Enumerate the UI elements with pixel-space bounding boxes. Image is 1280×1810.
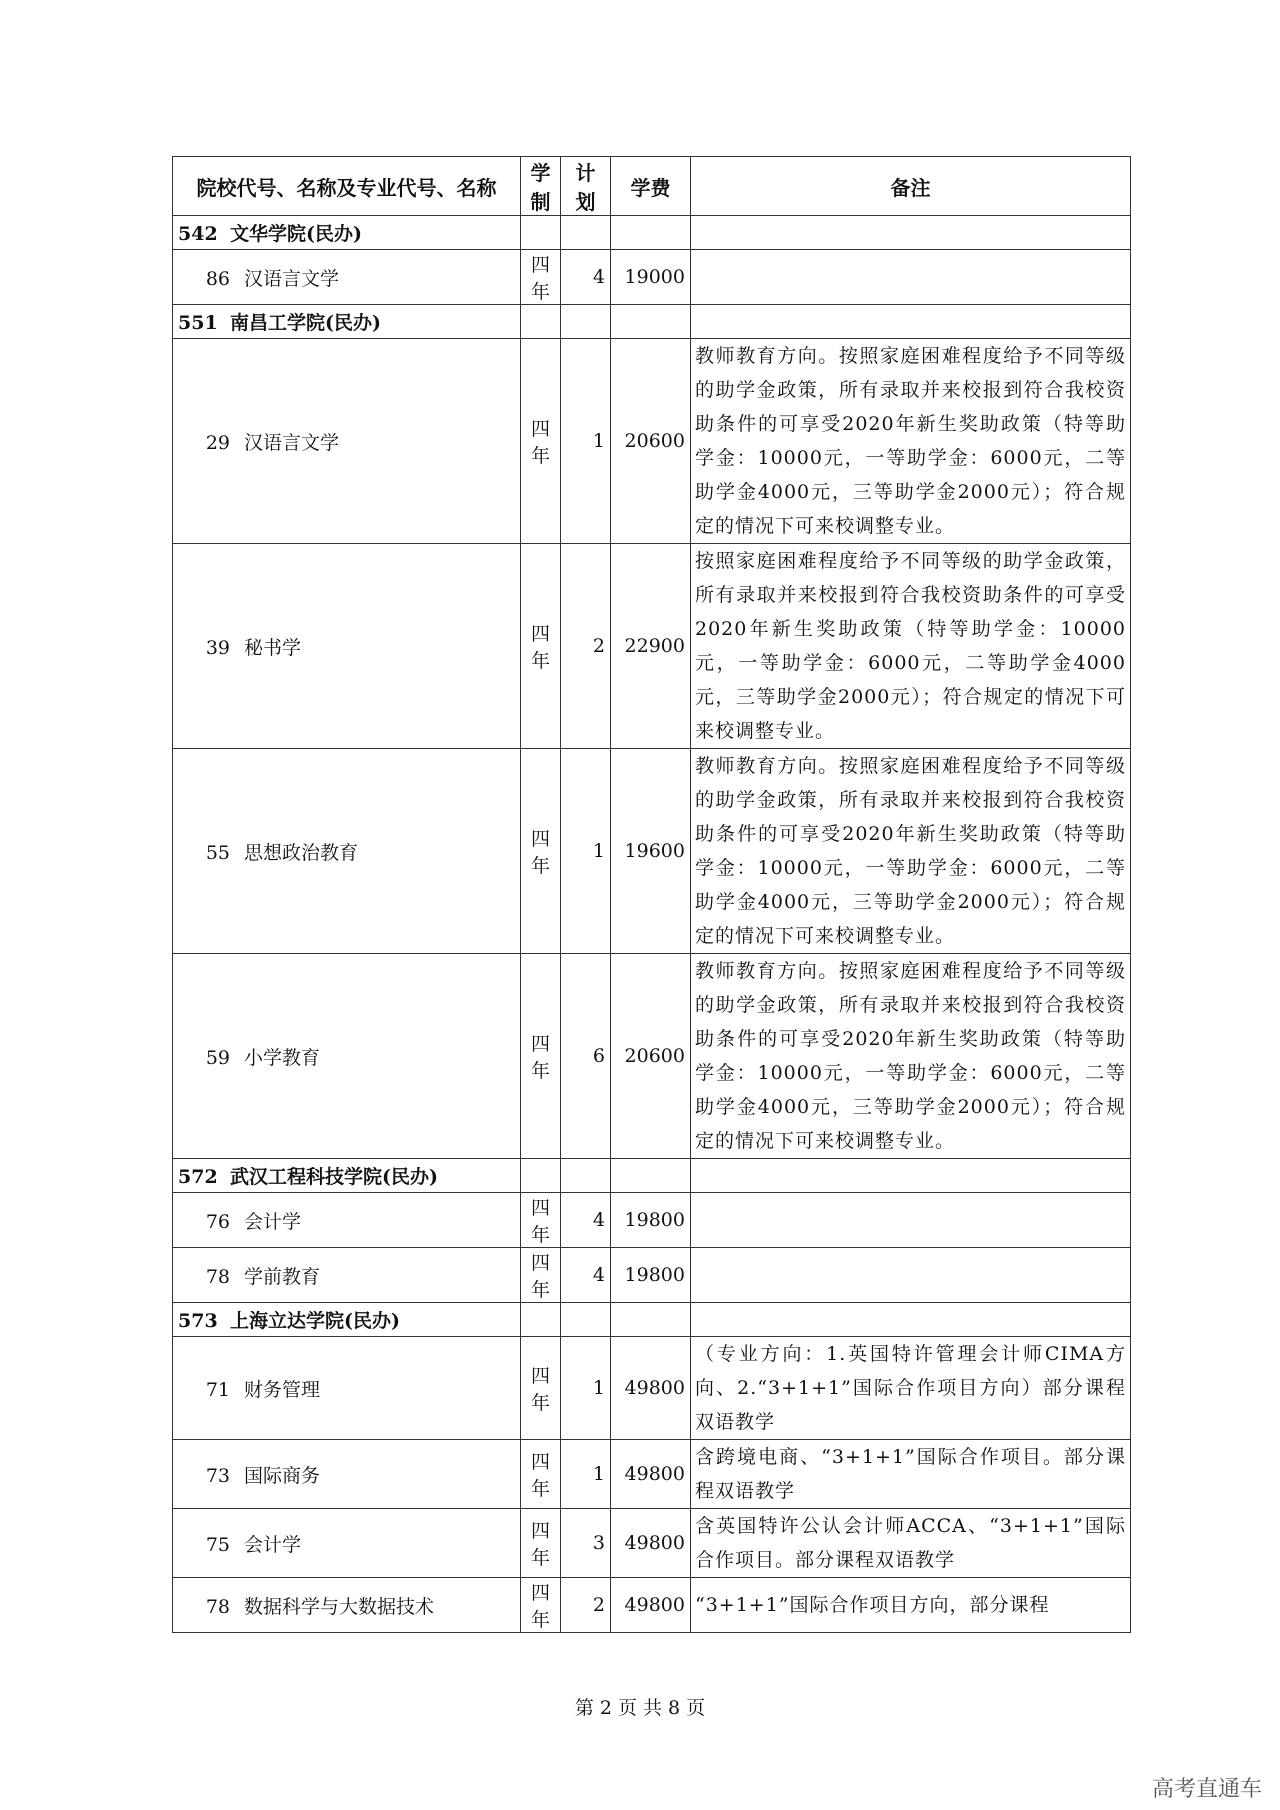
major-row bbox=[173, 749, 1131, 954]
major-fee: 20600 bbox=[611, 339, 691, 544]
major-plan: 2 bbox=[561, 544, 611, 749]
major-row bbox=[173, 250, 1131, 305]
school-cell bbox=[173, 216, 521, 250]
major-note: 教师教育方向。按照家庭困难程度给予不同等级的助学金政策，所有录取并来校报到符合我校资助条件的可享受2020年新生奖助政策（特等助学金：10000元，一等助学金：6000元，二等助学金4000元，三等助学金2000元）；符合规定的情况下可来校调整专业。 bbox=[691, 954, 1131, 1159]
major-plan: 2 bbox=[561, 1578, 611, 1633]
school-row bbox=[173, 305, 1131, 339]
major-code: 55 bbox=[205, 841, 230, 864]
school-cell bbox=[173, 1303, 521, 1337]
major-row bbox=[173, 1248, 1131, 1303]
major-duration: 四年 bbox=[521, 1440, 561, 1509]
major-note: 教师教育方向。按照家庭困难程度给予不同等级的助学金政策，所有录取并来校报到符合我校资助条件的可享受2020年新生奖助政策（特等助学金：10000元，一等助学金：6000元，二等助学金4000元，三等助学金2000元）；符合规定的情况下可来校调整专业。 bbox=[691, 749, 1131, 954]
major-fee: 49800 bbox=[611, 1337, 691, 1440]
major-plan: 6 bbox=[561, 954, 611, 1159]
major-name: 财务管理 bbox=[244, 1378, 321, 1401]
major-fee: 19600 bbox=[611, 749, 691, 954]
major-name: 小学教育 bbox=[244, 1046, 321, 1069]
major-code: 39 bbox=[205, 636, 230, 659]
major-row bbox=[173, 1337, 1131, 1440]
major-fee: 19800 bbox=[611, 1248, 691, 1303]
major-fee: 49800 bbox=[611, 1578, 691, 1633]
header-fee: 学费 bbox=[611, 157, 691, 216]
school-cell bbox=[173, 1159, 521, 1193]
major-duration: 四年 bbox=[521, 1193, 561, 1248]
school-code: 573 bbox=[178, 1310, 218, 1332]
major-duration: 四年 bbox=[521, 544, 561, 749]
major-duration: 四年 bbox=[521, 1337, 561, 1440]
major-name: 学前教育 bbox=[244, 1265, 321, 1288]
major-row bbox=[173, 1440, 1131, 1509]
major-name: 数据科学与大数据技术 bbox=[244, 1595, 435, 1618]
page-number: 第 2 页 共 8 页 bbox=[574, 1697, 706, 1719]
major-fee: 49800 bbox=[611, 1440, 691, 1509]
header-duration: 学制 bbox=[521, 157, 561, 216]
major-code: 73 bbox=[205, 1464, 230, 1487]
major-fee: 49800 bbox=[611, 1509, 691, 1578]
major-name: 会计学 bbox=[244, 1210, 302, 1233]
major-fee: 22900 bbox=[611, 544, 691, 749]
major-code: 78 bbox=[205, 1265, 230, 1288]
major-code: 86 bbox=[205, 267, 230, 290]
major-duration: 四年 bbox=[521, 954, 561, 1159]
major-row bbox=[173, 954, 1131, 1159]
major-plan: 4 bbox=[561, 1248, 611, 1303]
major-code: 59 bbox=[205, 1046, 230, 1069]
major-duration: 四年 bbox=[521, 1578, 561, 1633]
major-duration: 四年 bbox=[521, 749, 561, 954]
major-name: 会计学 bbox=[244, 1533, 302, 1556]
major-plan: 4 bbox=[561, 1193, 611, 1248]
major-code: 71 bbox=[205, 1378, 230, 1401]
major-code: 76 bbox=[205, 1210, 230, 1233]
major-code: 78 bbox=[205, 1595, 230, 1618]
school-row bbox=[173, 1303, 1131, 1337]
major-plan: 1 bbox=[561, 1337, 611, 1440]
school-cell bbox=[173, 305, 521, 339]
major-plan: 1 bbox=[561, 1440, 611, 1509]
major-note: 含跨境电商、“3+1+1”国际合作项目。部分课程双语教学 bbox=[691, 1440, 1131, 1509]
major-plan: 3 bbox=[561, 1509, 611, 1578]
school-code: 542 bbox=[178, 223, 218, 245]
major-note bbox=[691, 1248, 1131, 1303]
school-name: 武汉工程科技学院(民办) bbox=[230, 1166, 438, 1188]
header-plan: 计划 bbox=[561, 157, 611, 216]
major-row bbox=[173, 1578, 1131, 1633]
major-note: （专业方向：1.英国特许管理会计师CIMA方向、2.“3+1+1”国际合作项目方向）部分课程双语教学 bbox=[691, 1337, 1131, 1440]
major-row bbox=[173, 339, 1131, 544]
school-row bbox=[173, 216, 1131, 250]
major-row bbox=[173, 1193, 1131, 1248]
major-code: 75 bbox=[205, 1533, 230, 1556]
major-duration: 四年 bbox=[521, 339, 561, 544]
watermark: 高考直通车 bbox=[1151, 1777, 1262, 1802]
major-fee: 19000 bbox=[611, 250, 691, 305]
major-name: 秘书学 bbox=[244, 636, 302, 659]
major-fee: 20600 bbox=[611, 954, 691, 1159]
major-name: 汉语言文学 bbox=[244, 431, 340, 454]
school-code: 572 bbox=[178, 1166, 218, 1188]
school-name: 南昌工学院(民办) bbox=[230, 312, 381, 334]
school-name: 文华学院(民办) bbox=[230, 223, 362, 245]
major-name: 国际商务 bbox=[244, 1464, 321, 1487]
school-name: 上海立达学院(民办) bbox=[230, 1310, 400, 1332]
major-note: 含英国特许公认会计师ACCA、“3+1+1”国际合作项目。部分课程双语教学 bbox=[691, 1509, 1131, 1578]
major-duration: 四年 bbox=[521, 1509, 561, 1578]
school-row bbox=[173, 1159, 1131, 1193]
major-note bbox=[691, 250, 1131, 305]
major-note: 按照家庭困难程度给予不同等级的助学金政策，所有录取并来校报到符合我校资助条件的可享受2020年新生奖助政策（特等助学金：10000元，一等助学金：6000元，二等助学金4000元，三等助学金2000元）；符合规定的情况下可来校调整专业。 bbox=[691, 544, 1131, 749]
major-plan: 1 bbox=[561, 339, 611, 544]
major-name: 思想政治教育 bbox=[244, 841, 359, 864]
major-name: 汉语言文学 bbox=[244, 267, 340, 290]
admission-plan-table bbox=[172, 156, 1131, 1633]
major-plan: 4 bbox=[561, 250, 611, 305]
major-duration: 四年 bbox=[521, 250, 561, 305]
table-header-row bbox=[173, 157, 1131, 216]
major-row bbox=[173, 1509, 1131, 1578]
major-duration: 四年 bbox=[521, 1248, 561, 1303]
major-note: “3+1+1”国际合作项目方向，部分课程 bbox=[691, 1578, 1131, 1633]
major-fee: 19800 bbox=[611, 1193, 691, 1248]
major-code: 29 bbox=[205, 431, 230, 454]
major-note: 教师教育方向。按照家庭困难程度给予不同等级的助学金政策，所有录取并来校报到符合我校资助条件的可享受2020年新生奖助政策（特等助学金：10000元，一等助学金：6000元，二等助学金4000元，三等助学金2000元）；符合规定的情况下可来校调整专业。 bbox=[691, 339, 1131, 544]
header-name: 院校代号、名称及专业代号、名称 bbox=[173, 157, 521, 216]
school-code: 551 bbox=[178, 312, 218, 334]
major-row bbox=[173, 544, 1131, 749]
header-note: 备注 bbox=[691, 157, 1131, 216]
major-plan: 1 bbox=[561, 749, 611, 954]
major-note bbox=[691, 1193, 1131, 1248]
